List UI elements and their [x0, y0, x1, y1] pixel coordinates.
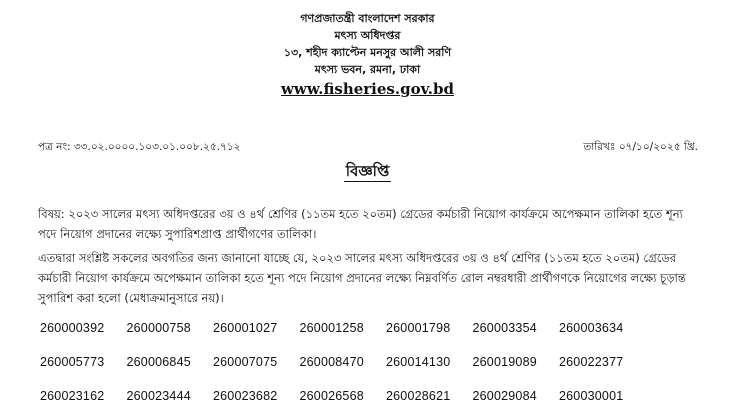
building-line: মৎস্য ভবন, রমনা, ঢাকা — [314, 63, 421, 76]
roll-number: 260000392 — [40, 321, 105, 335]
roll-number: 260001798 — [386, 321, 451, 335]
roll-number: 260028621 — [386, 389, 451, 403]
body-paragraph: এতদ্বারা সংশ্লিষ্ট সকলের অবগতির জন্য জানানো যাচ্ছে যে, ২০২৩ সালের মৎস্য অধিদপ্তরের ৩য় ও ৪র্থ শ্রেণির (১১তম হতে ২০তম) গ্রেডের কর্মচারী নিয়োগ কার্যক্রমে অপেক্ষমান তালিকা হতে শূন্য পদে নিয়োগ প্রদানের লক্ষ্যে নিম্নবর্ণিত রোল নম্বরধারী প্রার্থীগণকে নিয়োগের লক্ষ্যে চূড়ান্ত সুপারিশ করা হলো (মেধাক্রমানুসারে নয়)। — [38, 251, 686, 305]
roll-number: 260008470 — [299, 355, 364, 369]
roll-number: 260001027 — [213, 321, 278, 335]
subject-paragraph: বিষয়: ২০২৩ সালের মৎস্য অধিদপ্তরের ৩য় ও ৪র্থ শ্রেণির (১১তম হতে ২০তম) গ্রেডের কর্মচারী নিয়োগ কার্যক্রমে অপেক্ষমান তালিকা হতে শূন্য পদে নিয়োগ প্রদানের লক্ষ্যে সুপারিশপ্রাপ্ত প্রার্থীগণের তালিকা। — [38, 207, 683, 241]
address-line: ১৩, শহীদ ক্যাপ্টেন মনসুর আলী সরণি — [283, 46, 452, 59]
roll-number: 260023444 — [126, 389, 191, 403]
department-name: মৎস্য অধিদপ্তর — [334, 29, 401, 42]
roll-row — [40, 345, 700, 379]
roll-number: 260023682 — [213, 389, 278, 403]
roll-number-grid — [40, 311, 700, 413]
roll-number: 260006845 — [126, 355, 191, 369]
roll-number: 260001258 — [299, 321, 364, 335]
roll-number: 260000758 — [126, 321, 191, 335]
notice-title — [0, 160, 735, 185]
letterhead — [0, 10, 735, 99]
roll-row — [40, 379, 700, 413]
govt-name: গণপ্রজাতন্ত্রী বাংলাদেশ সরকার — [300, 12, 435, 25]
roll-number: 260030001 — [559, 389, 624, 403]
roll-number: 260007075 — [213, 355, 278, 369]
roll-number: 260014130 — [386, 355, 451, 369]
roll-number: 260003634 — [559, 321, 624, 335]
roll-row — [40, 311, 700, 345]
notice-title-text: বিজ্ঞপ্তি — [345, 162, 390, 180]
roll-number: 260005773 — [40, 355, 105, 369]
roll-number: 260003354 — [472, 321, 537, 335]
roll-number: 260023162 — [40, 389, 105, 403]
roll-number: 260022377 — [559, 355, 624, 369]
website-link[interactable]: www.fisheries.gov.bd — [281, 80, 454, 98]
roll-number: 260026568 — [299, 389, 364, 403]
roll-number: 260019089 — [472, 355, 537, 369]
issue-date: তারিখঃ ০৭/১০/২০২৫ খ্রি. — [583, 141, 698, 153]
roll-number: 260029084 — [472, 389, 537, 403]
memo-number: পত্র নং: ৩৩.০২.০০০০.১০৩.০১.০০৮.২৫.৭১২ — [38, 141, 241, 153]
